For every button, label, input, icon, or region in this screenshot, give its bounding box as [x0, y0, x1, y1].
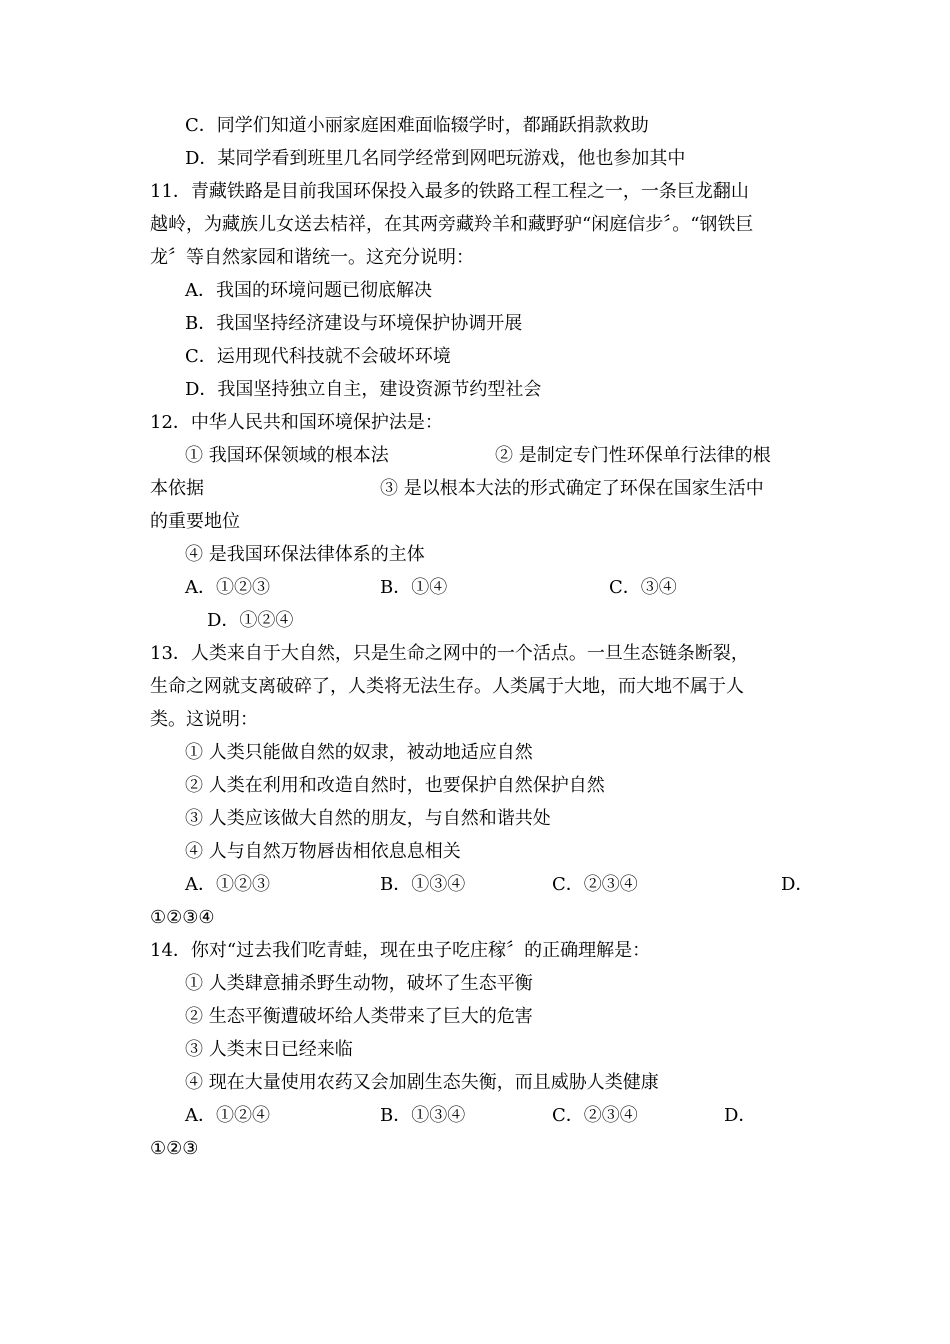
q14-option-d-cont: ①②③ [150, 1138, 199, 1159]
q13-stem-line-1: 13．人类来自于大自然，只是生命之网中的一个活点。一旦生态链条断裂， [150, 643, 749, 664]
q12-statement-3-cont: 的重要地位 [150, 511, 240, 532]
q14-option-d: D． [724, 1105, 757, 1126]
q10-option-d: D．某同学看到班里几名同学经常到网吧玩游戏，他也参加其中 [185, 148, 686, 169]
q13-option-c: C．②③④ [552, 874, 638, 895]
q12-statement-4: ④ 是我国环保法律体系的主体 [185, 544, 425, 565]
q11-option-d: D．我国坚持独立自主，建设资源节约型社会 [185, 379, 542, 400]
q13-option-d: D． [781, 874, 814, 895]
q12-stem: 12．中华人民共和国环境保护法是： [150, 412, 443, 433]
q14-stem: 14．你对“过去我们吃青蛙，现在虫子吃庄稼〞的正确理解是： [150, 940, 651, 961]
q13-statement-4: ④ 人与自然万物唇齿相依息息相关 [185, 841, 461, 862]
q10-option-c: C．同学们知道小丽家庭困难面临辍学时，都踊跃捐款救助 [185, 115, 649, 136]
q14-option-a: A．①②④ [185, 1105, 270, 1126]
q12-statement-2-cont: 本依据 [150, 478, 204, 499]
q12-option-d: D．①②④ [207, 610, 294, 631]
q13-option-a: A．①②③ [185, 874, 270, 895]
q14-option-c: C．②③④ [552, 1105, 638, 1126]
q12-option-b: B．①④ [380, 577, 448, 598]
q13-stem-line-2: 生命之网就支离破碎了，人类将无法生存。人类属于大地，而大地不属于人 [150, 676, 744, 697]
q11-option-a: A．我国的环境问题已彻底解决 [185, 280, 432, 301]
q12-statement-1: ① 我国环保领域的根本法 [185, 445, 389, 466]
q14-statement-4: ④ 现在大量使用农药又会加剧生态失衡，而且威胁人类健康 [185, 1072, 659, 1093]
q12-option-a: A．①②③ [185, 577, 270, 598]
q14-statement-3: ③ 人类末日已经来临 [185, 1039, 353, 1060]
q11-option-b: B．我国坚持经济建设与环境保护协调开展 [185, 313, 523, 334]
q13-option-b: B．①③④ [380, 874, 466, 895]
q12-statement-2: ② 是制定专门性环保单行法律的根 [495, 445, 771, 466]
q13-statement-2: ② 人类在利用和改造自然时，也要保护自然保护自然 [185, 775, 605, 796]
q14-option-b: B．①③④ [380, 1105, 466, 1126]
q12-statement-3: ③ 是以根本大法的形式确定了环保在国家生活中 [380, 478, 764, 499]
q11-stem-line-1: 11．青藏铁路是目前我国环保投入最多的铁路工程工程之一，一条巨龙翻山 [150, 181, 749, 202]
q11-stem-line-2: 越岭，为藏族儿女送去桔祥，在其两旁藏羚羊和藏野驴“闲庭信步〞。“钢铁巨 [150, 214, 754, 235]
q11-stem-line-3: 龙〞等自然家园和谐统一。这充分说明： [150, 247, 474, 268]
q13-statement-1: ① 人类只能做自然的奴隶，被动地适应自然 [185, 742, 533, 763]
q12-option-c: C．③④ [609, 577, 677, 598]
q11-option-c: C．运用现代科技就不会破坏环境 [185, 346, 451, 367]
q13-stem-line-3: 类。这说明： [150, 709, 258, 730]
q13-option-d-cont: ①②③④ [150, 907, 215, 928]
q13-statement-3: ③ 人类应该做大自然的朋友，与自然和谐共处 [185, 808, 551, 829]
q14-statement-1: ① 人类肆意捕杀野生动物，破坏了生态平衡 [185, 973, 533, 994]
q14-statement-2: ② 生态平衡遭破坏给人类带来了巨大的危害 [185, 1006, 533, 1027]
